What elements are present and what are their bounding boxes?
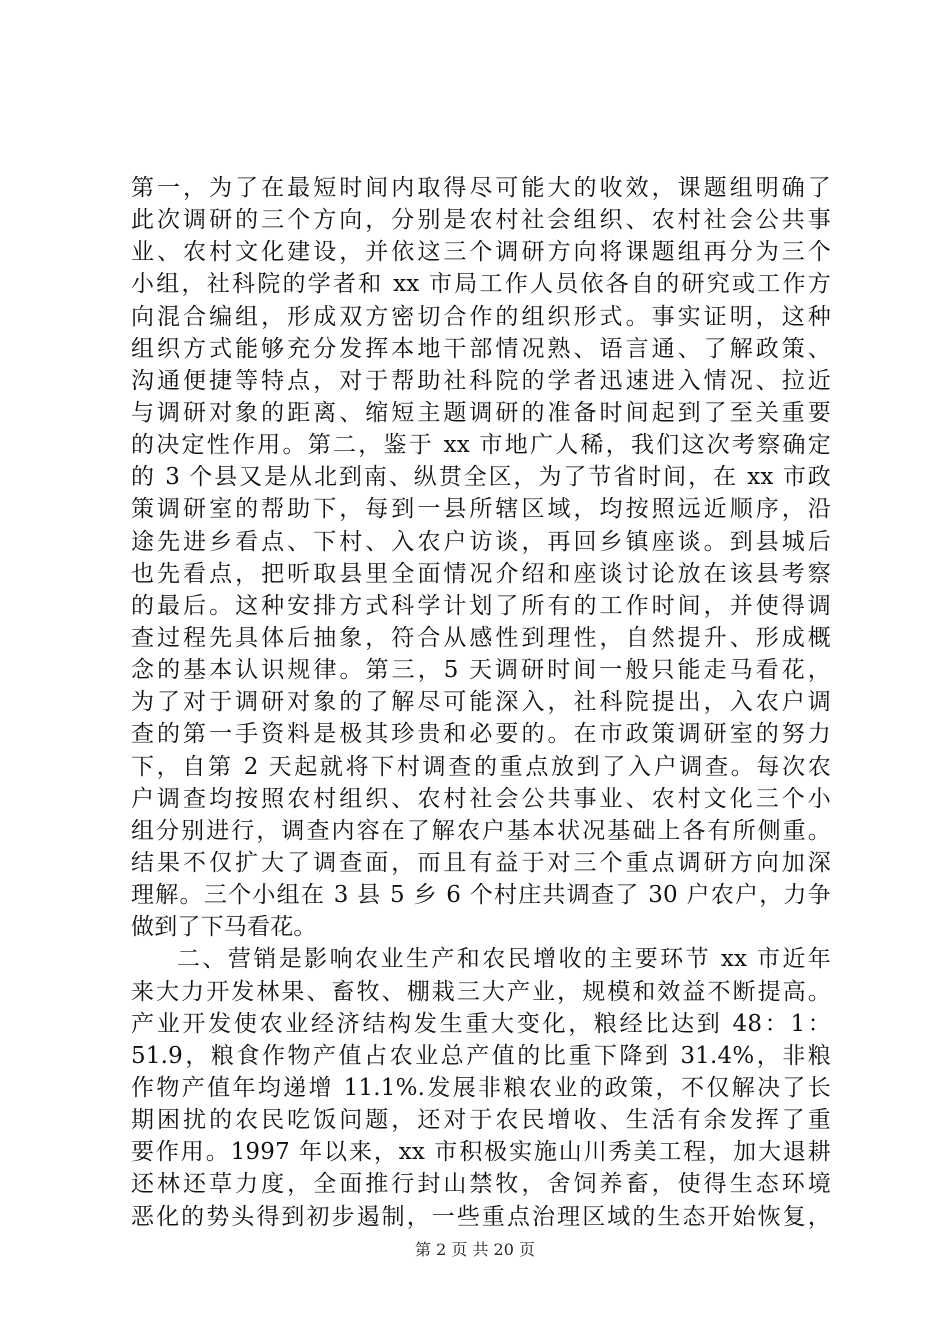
text-line: 第一，为了在最短时间内取得尽可能大的收效，课题组明确了 [131,175,831,201]
text-line: 沟通便捷等特点，对于帮助社科院的学者迅速进入情况、拉近 [131,367,831,394]
text-line: 恶化的势头得到初步遏制，一些重点治理区域的生态开始恢复， [131,1203,831,1230]
page-number-footer: 第 2 页 共 20 页 [415,1240,535,1259]
text-line: 作物产值年均递增 11.1%.发展非粮农业的政策，不仅解决了长 [131,1074,831,1101]
text-line: 途先进乡看点、下村、入农户访谈，再回乡镇座谈。到县城后 [131,528,831,555]
text-line: 的最后。这种安排方式科学计划了所有的工作时间，并使得调 [131,592,831,619]
text-line: 查的第一手资料是极其珍贵和必要的。在市政策调研室的努力 [131,721,831,748]
text-line: 的决定性作用。第二，鉴于 xx 市地广人稀，我们这次考察确定 [131,432,831,459]
text-line: 期困扰的农民吃饭问题，还对于农民增收、生活有余发挥了重 [131,1107,831,1134]
text-line: 做到了下马看花。 [131,914,317,941]
text-line: 的 3 个县又是从北到南、纵贯全区，为了节省时间，在 xx 市政 [131,464,831,491]
text-line: 与调研对象的距离、缩短主题调研的准备时间起到了至关重要 [131,399,831,426]
text-line: 为了对于调研对象的了解尽可能深入，社科院提出，入农户调 [131,689,831,716]
text-line: 小组，社科院的学者和 xx 市局工作人员依各自的研究或工作方 [131,271,831,298]
text-line: 二、营销是影响农业生产和农民增收的主要环节 xx 市近年 [177,946,831,973]
text-line: 理解。三个小组在 3 县 5 乡 6 个村庄共调查了 30 户农户，力争 [131,882,831,909]
body-text [131,172,831,1233]
text-line: 51.9，粮食作物产值占农业总产值的比重下降到 31.4%，非粮 [131,1042,831,1069]
text-line: 还林还草力度，全面推行封山禁牧，舍饲养畜，使得生态环境 [131,1171,831,1198]
text-line: 要作用。1997 年以来，xx 市积极实施山川秀美工程，加大退耕 [131,1139,831,1166]
text-line: 念的基本认识规律。第三，5 天调研时间一般只能走马看花， [131,657,831,684]
text-line: 策调研室的帮助下，每到一县所辖区域，均按照远近顺序，沿 [131,496,831,523]
text-line: 查过程先具体后抽象，符合从感性到理性，自然提升、形成概 [131,624,831,651]
text-line: 向混合编组，形成双方密切合作的组织形式。事实证明，这种 [131,303,831,330]
text-line: 组分别进行，调查内容在了解农户基本状况基础上各有所侧重。 [131,817,831,844]
text-line: 也先看点，把听取县里全面情况介绍和座谈讨论放在该县考察 [131,560,831,587]
text-line: 结果不仅扩大了调查面，而且有益于对三个重点调研方向加深 [131,849,831,876]
text-line: 产业开发使农业经济结构发生重大变化，粮经比达到 48：1： [131,1010,831,1037]
text-line: 此次调研的三个方向，分别是农村社会组织、农村社会公共事 [131,207,831,234]
text-line: 业、农村文化建设，并依这三个调研方向将课题组再分为三个 [131,239,831,266]
text-line: 组织方式能够充分发挥本地干部情况熟、语言通、了解政策、 [131,335,831,362]
text-line: 来大力开发林果、畜牧、棚栽三大产业，规模和效益不断提高。 [131,978,831,1005]
text-line: 下，自第 2 天起就将下村调查的重点放到了入户调查。每次农 [131,753,831,780]
text-line: 户调查均按照农村组织、农村社会公共事业、农村文化三个小 [131,785,831,812]
